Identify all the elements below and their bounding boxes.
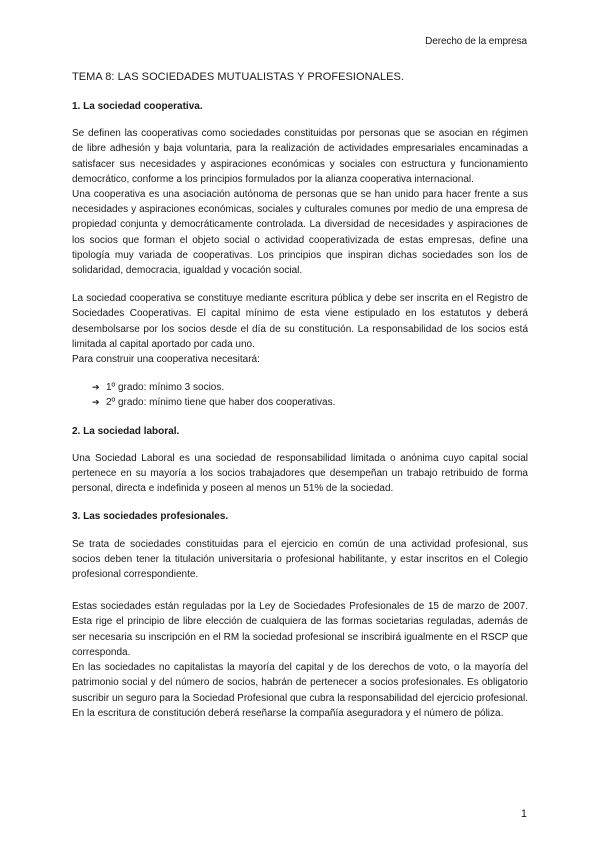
paragraph: Para construir una cooperativa necesitará: <box>72 354 260 366</box>
paragraph: La sociedad cooperativa se constituye mediante escritura pública y debe ser inscrita en el Registro de Sociedades Cooperativas. El capital mínimo de esta viene estipulado en los estatutos y deberá desembolsarse por los socios desde el día de su constitución. La responsabilidad de los socios está limitada al capital aportado por cada uno. <box>72 293 528 350</box>
arrow-bullet-icon: ➔ <box>92 382 100 393</box>
section-heading: 3. Las sociedades profesionales. <box>72 511 229 523</box>
section-heading: 1. La sociedad cooperativa. <box>72 101 203 112</box>
arrow-bullet-icon: ➔ <box>92 397 100 408</box>
document-body <box>72 70 528 721</box>
document-title: TEMA 8: LAS SOCIEDADES MUTUALISTAS Y PROFESIONALES. <box>72 71 405 83</box>
page-header: Derecho de la empresa <box>425 36 527 47</box>
list-item <box>92 380 528 395</box>
list-item <box>92 395 528 410</box>
paragraph: Estas sociedades están reguladas por la Ley de Sociedades Profesionales de 15 de marzo de 2007. Esta rige el principio de libre elección de cualquiera de las formas societarias reguladas, además de ser necesaria su inscripción en el RM la sociedad profesional se inscribirá igualmente en el RSCP que corresponda. <box>72 601 528 658</box>
paragraph: Una Sociedad Laboral es una sociedad de responsabilidad limitada o anónima cuyo capital social pertenece en su mayoría a los socios trabajadores que desempeñan un trabajo retribuido de forma personal, directa e indefinida y poseen al menos un 51% de la sociedad. <box>72 452 528 495</box>
paragraph: Una cooperativa es una asociación autónoma de personas que se han unido para hacer frente a sus necesidades y aspiraciones económicas, sociales y culturales comunes por medio de una empresa de propiedad conjunta y democráticamente controlada. La diversidad de necesidades y aspiraciones de los socios que forman el objeto social o actividad cooperativizada de estas empresas, define una tipología muy variada de cooperativas. Los principios que inspiran dichas sociedades son los de solidaridad, democracia, igualdad y vocación social. <box>72 189 528 277</box>
paragraph: En las sociedades no capitalistas la mayoría del capital y de los derechos de voto, o la mayoría del patrimonio social y del número de socios, habrán de pertenecer a socios profesionales. Es obligatorio suscribir un seguro para la Sociedad Profesional que cubra la responsabilidad del ejercicio profesional. En la escritura de constitución deberá reseñarse la compañía aseguradora y el número de póliza. <box>72 662 528 719</box>
section-heading: 2. La sociedad laboral. <box>72 425 180 437</box>
paragraph: Se definen las cooperativas como sociedades constituidas por personas que se asocian en régimen de libre adhesión y baja voluntaria, para la realización de actividades empresariales encaminadas a satisfacer sus necesidades y aspiraciones económicas y sociales con estructura y funcionamiento democrático, conforme a los principios formulados por la alianza cooperativa internacional. <box>72 128 528 185</box>
list-item-text: 2º grado: mínimo tiene que haber dos cooperativas. <box>106 397 336 409</box>
paragraph: Se trata de sociedades constituidas para el ejercicio en común de una actividad profesional, sus socios deben tener la titulación universitaria o profesional habilitante, y estar inscritos en el Colegio profesional correspondiente. <box>72 538 528 581</box>
page-number: 1 <box>520 808 527 820</box>
list-item-text: 1º grado: mínimo 3 socios. <box>106 382 225 394</box>
bullet-list <box>72 380 528 410</box>
